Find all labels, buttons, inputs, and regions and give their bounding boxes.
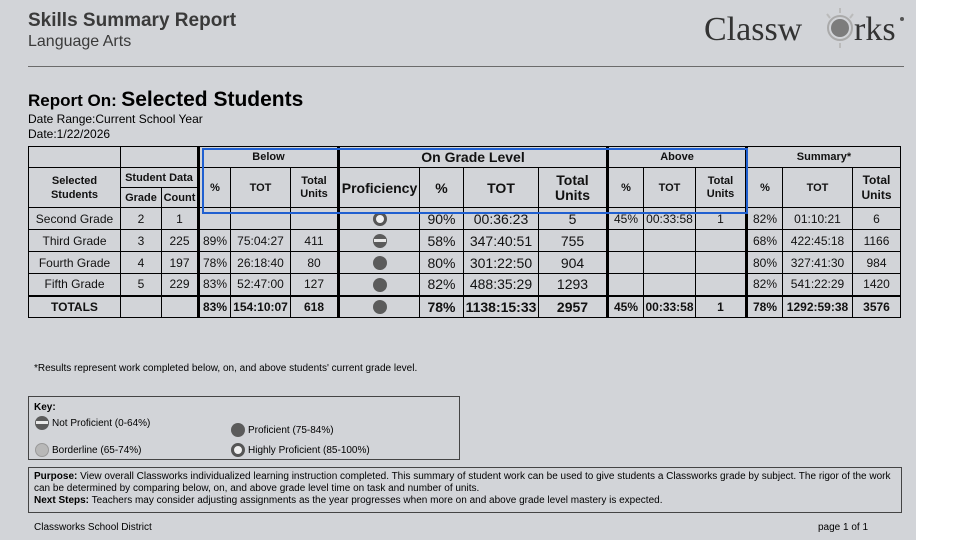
key-not-proficient <box>35 416 150 430</box>
summary-tot-header: TOT <box>783 168 853 208</box>
below-units: 80 <box>291 252 339 274</box>
above-pct: 45% <box>608 208 644 230</box>
purpose-box <box>28 467 902 513</box>
row-name: Third Grade <box>29 230 121 252</box>
on-units: 5 <box>539 208 608 230</box>
proficiency-cell <box>339 230 420 252</box>
below-header: Below <box>199 147 339 168</box>
summary-tot: 541:22:29 <box>783 274 853 296</box>
summary-pct-header: % <box>747 168 783 208</box>
above-tot: 00:33:58 <box>644 208 696 230</box>
summary-tot: 327:41:30 <box>783 252 853 274</box>
summary-tot: 01:10:21 <box>783 208 853 230</box>
on-tot: 301:22:50 <box>464 252 539 274</box>
on-pct-header: % <box>420 168 464 208</box>
summary-units-total: 3576 <box>853 296 901 318</box>
below-tot-total: 154:10:07 <box>231 296 291 318</box>
on-grade-header: On Grade Level <box>339 147 608 168</box>
proficiency-cell <box>339 252 420 274</box>
above-pct-total: 45% <box>608 296 644 318</box>
above-pct-header: % <box>608 168 644 208</box>
key-proficient-label: Proficient (75-84%) <box>248 424 334 436</box>
below-pct: 83% <box>199 274 231 296</box>
key-title: Key: <box>34 402 56 413</box>
group-header-row <box>29 147 901 168</box>
summary-pct-total: 78% <box>747 296 783 318</box>
row-grade: 4 <box>121 252 162 274</box>
table-row <box>29 230 901 252</box>
totals-row <box>29 296 901 318</box>
summary-units: 984 <box>853 252 901 274</box>
summary-header: Summary* <box>747 147 901 168</box>
below-tot: 52:47:00 <box>231 274 291 296</box>
purpose-text: View overall Classworks individualized learning instruction completed. This summary of student work can be used to give students a Classworks grade by subject. The rigor of the work can be determined by comparing below, on, and above grade level time on task and number of units. <box>34 471 891 494</box>
above-units-header: Total Units <box>696 168 747 208</box>
below-tot <box>231 208 291 230</box>
table-row <box>29 208 901 230</box>
report-on-label: Report On: <box>28 91 117 110</box>
above-units <box>696 230 747 252</box>
date-range: Date Range:Current School Year <box>28 112 203 126</box>
row-count: 225 <box>162 230 199 252</box>
below-pct-total: 83% <box>199 296 231 318</box>
next-steps-text: Teachers may consider adjusting assignments as the year progresses when more on and above grade level mastery is expected. <box>89 495 663 506</box>
row-grade: 2 <box>121 208 162 230</box>
proficient-icon <box>373 256 387 270</box>
on-tot: 00:36:23 <box>464 208 539 230</box>
below-tot: 75:04:27 <box>231 230 291 252</box>
report-title: Skills Summary Report <box>28 10 237 31</box>
purpose-label: Purpose: <box>34 471 78 482</box>
above-tot <box>644 230 696 252</box>
summary-pct: 82% <box>747 208 783 230</box>
row-grade: 3 <box>121 230 162 252</box>
summary-units: 1166 <box>853 230 901 252</box>
row-count: 197 <box>162 252 199 274</box>
page-number: page 1 of 1 <box>818 522 869 533</box>
below-pct: 89% <box>199 230 231 252</box>
proficiency-header: Proficiency <box>339 168 420 208</box>
below-units-header: Total Units <box>291 168 339 208</box>
proficient-icon <box>373 300 387 314</box>
row-name: Second Grade <box>29 208 121 230</box>
on-tot-header: TOT <box>464 168 539 208</box>
skills-summary-table <box>28 146 901 318</box>
report-on-value: Selected Students <box>121 88 304 111</box>
key-proficient <box>231 423 334 437</box>
totals-label: TOTALS <box>29 296 121 318</box>
row-grade: 5 <box>121 274 162 296</box>
row-name: Fourth Grade <box>29 252 121 274</box>
page-margin <box>916 0 960 540</box>
highly-proficient-icon <box>373 212 387 226</box>
summary-pct: 82% <box>747 274 783 296</box>
key-highly-proficient <box>231 443 370 457</box>
grade-header: Grade <box>121 188 162 208</box>
above-pct <box>608 230 644 252</box>
summary-units-header: Total Units <box>853 168 901 208</box>
summary-pct: 68% <box>747 230 783 252</box>
below-units-total: 618 <box>291 296 339 318</box>
proficiency-cell <box>339 208 420 230</box>
above-tot-header: TOT <box>644 168 696 208</box>
on-pct: 58% <box>420 230 464 252</box>
above-units: 1 <box>696 208 747 230</box>
summary-tot-total: 1292:59:38 <box>783 296 853 318</box>
below-tot: 26:18:40 <box>231 252 291 274</box>
on-units: 1293 <box>539 274 608 296</box>
report-date: Date:1/22/2026 <box>28 127 111 141</box>
summary-tot: 422:45:18 <box>783 230 853 252</box>
on-units: 755 <box>539 230 608 252</box>
not-proficient-icon <box>35 416 49 430</box>
on-units-header: Total Units <box>539 168 608 208</box>
summary-pct: 80% <box>747 252 783 274</box>
report-on <box>28 88 303 112</box>
subheader-row-1 <box>29 168 901 188</box>
logo-sun-icon <box>827 8 853 48</box>
key-borderline-label: Borderline (65-74%) <box>52 444 142 456</box>
above-tot <box>644 252 696 274</box>
highly-proficient-icon <box>231 443 245 457</box>
proficiency-cell <box>339 274 420 296</box>
above-units <box>696 252 747 274</box>
proficiency-cell <box>339 296 420 318</box>
on-pct: 82% <box>420 274 464 296</box>
on-tot: 347:40:51 <box>464 230 539 252</box>
header-divider <box>28 66 904 67</box>
below-tot-header: TOT <box>231 168 291 208</box>
below-pct <box>199 208 231 230</box>
above-tot <box>644 274 696 296</box>
above-units-total: 1 <box>696 296 747 318</box>
not-proficient-icon <box>373 234 387 248</box>
on-tot: 488:35:29 <box>464 274 539 296</box>
district-name: Classworks School District <box>34 522 152 533</box>
summary-units: 6 <box>853 208 901 230</box>
row-count: 1 <box>162 208 199 230</box>
on-units-total: 2957 <box>539 296 608 318</box>
table-row <box>29 252 901 274</box>
on-units: 904 <box>539 252 608 274</box>
row-name: Fifth Grade <box>29 274 121 296</box>
on-pct: 80% <box>420 252 464 274</box>
summary-units: 1420 <box>853 274 901 296</box>
below-units: 127 <box>291 274 339 296</box>
below-pct-header: % <box>199 168 231 208</box>
on-pct-total: 78% <box>420 296 464 318</box>
proficient-icon <box>373 278 387 292</box>
key-borderline <box>35 443 142 457</box>
svg-text:rks: rks <box>854 11 896 48</box>
on-tot-total: 1138:15:33 <box>464 296 539 318</box>
proficient-icon <box>231 423 245 437</box>
on-pct: 90% <box>420 208 464 230</box>
count-header: Count <box>162 188 199 208</box>
classworks-logo <box>700 6 910 54</box>
selected-students-header: Selected Students <box>29 168 121 208</box>
above-header: Above <box>608 147 747 168</box>
row-count: 229 <box>162 274 199 296</box>
key-highly-proficient-label: Highly Proficient (85-100%) <box>248 444 370 456</box>
above-pct <box>608 274 644 296</box>
next-steps-label: Next Steps: <box>34 495 90 506</box>
report-subject: Language Arts <box>28 33 132 50</box>
table-row <box>29 274 901 296</box>
below-pct: 78% <box>199 252 231 274</box>
proficiency-key <box>28 396 460 460</box>
results-footnote: *Results represent work completed below, on, and above students' current grade level. <box>34 363 418 374</box>
below-units <box>291 208 339 230</box>
borderline-icon <box>35 443 49 457</box>
above-units <box>696 274 747 296</box>
key-not-proficient-label: Not Proficient (0-64%) <box>52 417 151 429</box>
below-units: 411 <box>291 230 339 252</box>
student-data-header: Student Data <box>121 168 199 188</box>
svg-text:Classw: Classw <box>704 11 803 48</box>
above-pct <box>608 252 644 274</box>
above-tot-total: 00:33:58 <box>644 296 696 318</box>
